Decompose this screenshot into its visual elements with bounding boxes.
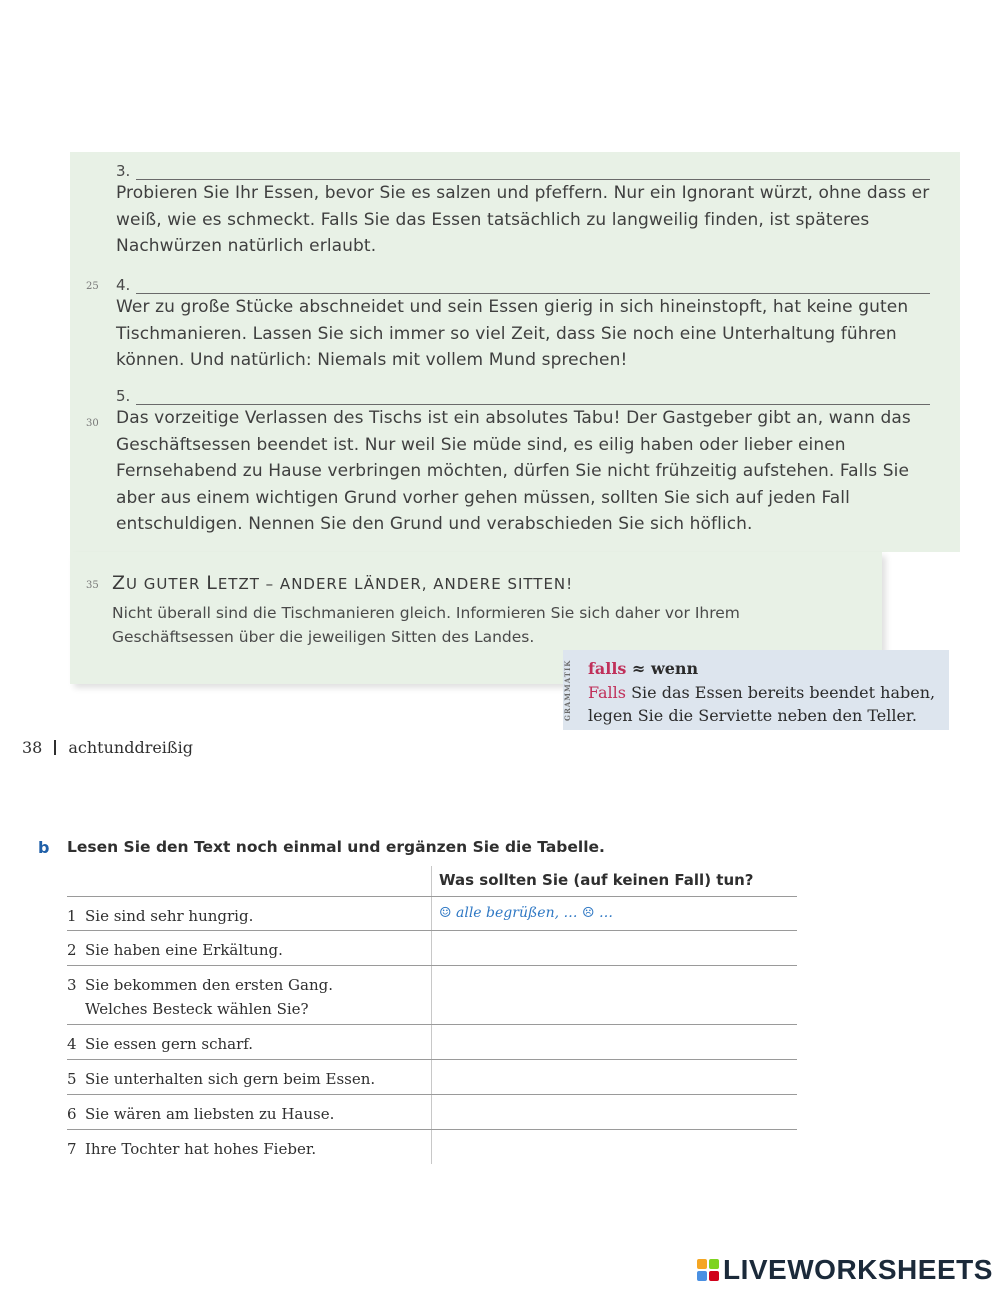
situation-cell: 3 Sie bekommen den ersten Gang. Welches Besteck wählen Sie? [67, 976, 334, 1018]
section-number: 3. [116, 162, 131, 180]
column-divider [431, 1095, 432, 1129]
footer-separator [54, 740, 56, 755]
logo-square [697, 1271, 707, 1281]
table-row [67, 1130, 797, 1164]
section-heading-line [116, 274, 930, 294]
page-number: 38 [22, 738, 43, 757]
situation-cell: 4 Sie essen gern scharf. [67, 1035, 254, 1053]
column-divider [431, 966, 432, 1024]
page-word: achtunddreißig [68, 738, 193, 757]
answer-blank-line[interactable] [136, 165, 930, 180]
table-row [67, 931, 797, 966]
column-divider [431, 1025, 432, 1059]
logo-square [709, 1259, 719, 1269]
section-text: Das vorzeitige Verlassen des Tischs ist ein absolutes Tabu! Der Gastgeber gibt an, wann das Geschäftsessen beendet ist. Nur weil Sie müde sind, es eilig haben oder lieber einen Fernsehabend zu Hause verbringen möchten, dürfen Sie nicht frühzeitig aufstehen. Falls Sie aber aus einem wichtigen Grund vorher gehen müssen, sollten Sie sich auf jeden Fall entschuldigen. Nennen Sie den Grund und verabschieden Sie sich höflich. [116, 408, 911, 534]
answer-blank-line[interactable] [136, 279, 930, 294]
column-divider [431, 897, 432, 930]
answer-cell[interactable]: ☺ alle begrüßen, … ☹ … [439, 905, 613, 921]
column-divider [431, 931, 432, 965]
task-label: b [38, 838, 50, 857]
answer-table [67, 866, 797, 1164]
section-text: Wer zu große Stücke abschneidet und sein Essen gierig in sich hineinstopft, hat keine guten Tischmanieren. Lassen Sie sich immer so viel Zeit, dass Sie noch eine Unterhaltung führen können. Und natürlich: Niemals mit vollem Mund sprechen! [116, 297, 909, 370]
brand-name: LIVEWORKSHEETS [723, 1254, 993, 1285]
section-number: 5. [116, 387, 131, 405]
situation-cell: 1 Sie sind sehr hungrig. [67, 907, 254, 925]
final-section-heading: ZU GUTER LETZT – ANDERE LÄNDER, ANDERE SITTEN! [112, 572, 574, 594]
answer-blank-line[interactable] [136, 390, 930, 405]
column-divider [431, 1130, 432, 1164]
liveworksheets-logo [697, 1253, 993, 1287]
reading-section-4 [116, 274, 930, 374]
table-row [67, 1025, 797, 1060]
grammar-title: falls ≈ wenn [588, 659, 699, 678]
grammar-content [588, 657, 948, 728]
situation-cell: 2 Sie haben eine Erkältung. [67, 941, 283, 959]
column-divider [431, 866, 432, 896]
grammar-tag: GRAMMATIK [563, 659, 572, 721]
column-divider [431, 1060, 432, 1094]
logo-grid-icon [697, 1259, 719, 1281]
reading-section-5 [116, 385, 930, 538]
table-row [67, 1095, 797, 1130]
logo-square [709, 1271, 719, 1281]
table-row [67, 1060, 797, 1095]
situation-cell: 6 Sie wären am liebsten zu Hause. [67, 1105, 335, 1123]
table-header [67, 866, 797, 897]
final-section-text: Nicht überall sind die Tischmanieren gleich. Informieren Sie sich daher vor Ihrem Geschäftsessen über die jeweiligen Sitten des Landes. [112, 604, 740, 646]
page-footer [22, 738, 193, 757]
line-number-marker: 30 [86, 418, 99, 429]
logo-square [697, 1259, 707, 1269]
table-row [67, 897, 797, 931]
line-number-marker: 35 [86, 580, 99, 591]
grammar-example: Falls Sie das Essen bereits beendet haben, legen Sie die Serviette neben den Teller. [588, 682, 936, 725]
table-row [67, 966, 797, 1025]
section-heading-line [116, 160, 930, 180]
section-heading-line [116, 385, 930, 405]
situation-cell: 7 Ihre Tochter hat hohes Fieber. [67, 1140, 317, 1158]
column-header: Was sollten Sie (auf keinen Fall) tun? [439, 871, 754, 889]
task-instruction: Lesen Sie den Text noch einmal und ergänzen Sie die Tabelle. [67, 838, 605, 856]
section-number: 4. [116, 276, 131, 294]
situation-cell: 5 Sie unterhalten sich gern beim Essen. [67, 1070, 376, 1088]
line-number-marker: 25 [86, 281, 99, 292]
section-text: Probieren Sie Ihr Essen, bevor Sie es salzen und pfeffern. Nur ein Ignorant würzt, ohne dass er weiß, wie es schmeckt. Falls Sie das Essen tatsächlich zu langweilig finden, ist späteres Nachwürzen natürlich erlaubt. [116, 183, 930, 256]
reading-section-3 [116, 160, 930, 260]
